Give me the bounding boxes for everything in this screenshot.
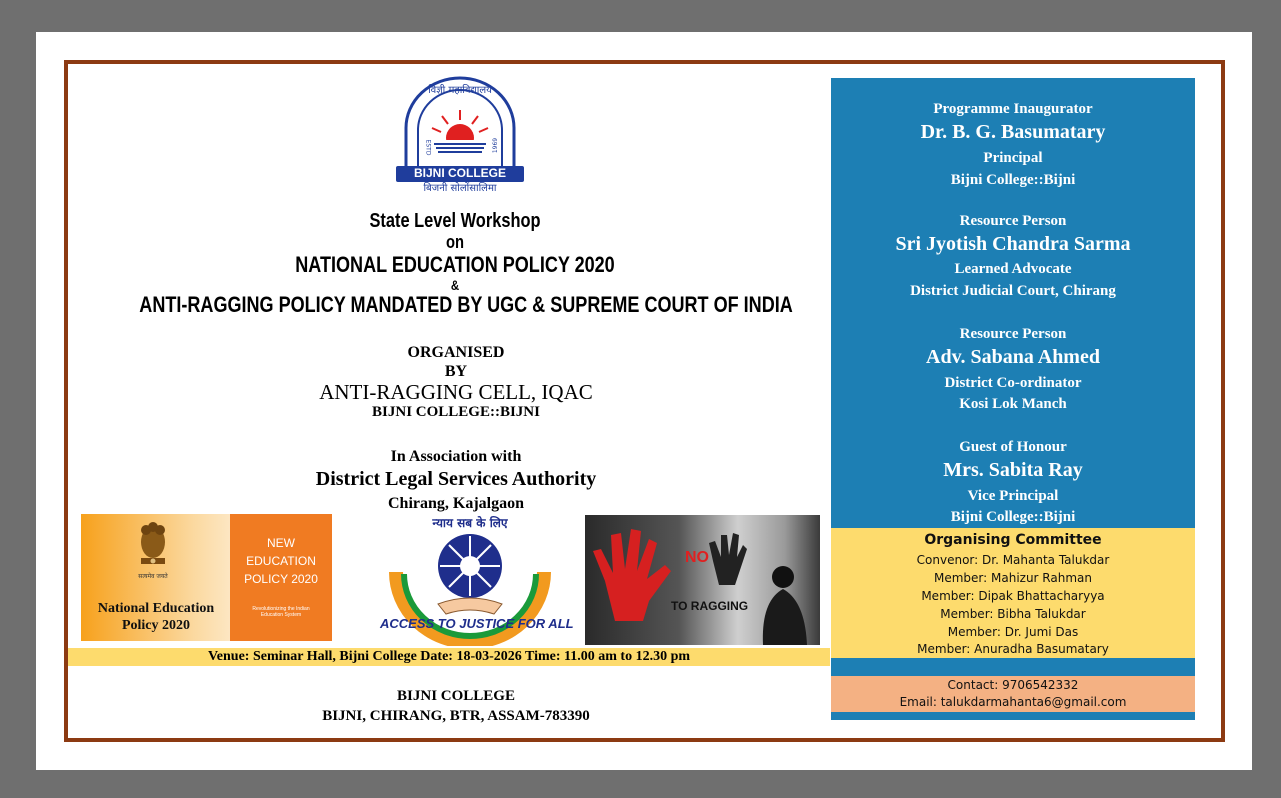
logo-college-name-local: बिजनी सोलोंसालिमा: [423, 183, 497, 194]
committee-member: Convenor: Dr. Mahanta Talukdar: [916, 553, 1110, 567]
justice-top-text: न्याय सब के लिए: [432, 516, 508, 530]
heading-line-1: State Level Workshop: [369, 210, 541, 232]
heading-line-4: &: [450, 277, 460, 293]
logo-estd-label: ESTD: [424, 139, 432, 156]
logo-college-name: BIJNI COLLEGE: [413, 166, 506, 180]
venue-text: Venue: Seminar Hall, Bijni College Date: 18-03-2026 Time: 11.00 am to 12.30 pm: [207, 649, 691, 664]
speaker-4-role: Guest of Honour: [959, 439, 1067, 455]
heading-line-5: ANTI-RAGGING POLICY MANDATED BY UGC & SUPREME COURT OF INDIA: [139, 292, 793, 317]
national-emblem-icon: [133, 518, 173, 570]
red-hand-icon: [585, 521, 675, 631]
committee-member: Member: Dr. Jumi Das: [947, 625, 1079, 639]
speaker-3-line2: Kosi Lok Manch: [959, 396, 1067, 412]
heading-block: [70, 210, 840, 318]
nep-right-panel: [230, 514, 332, 641]
speaker-2-role: Resource Person: [959, 213, 1067, 229]
speaker-3-name: Adv. Sabana Ahmed: [926, 346, 1100, 368]
speaker-2-name: Sri Jyotish Chandra Sarma: [895, 233, 1131, 255]
speaker-4-line2: Bijni College::Bijni: [950, 509, 1076, 525]
sitting-person-icon: [753, 561, 813, 645]
association-authority: District Legal Services Authority: [315, 468, 597, 490]
justice-bottom-text: ACCESS TO JUSTICE FOR ALL: [380, 616, 574, 631]
contact-phone: Contact: 9706542332: [947, 678, 1079, 692]
nep-right-subtitle: Revolutionizing the Indian Education System: [252, 606, 310, 618]
justice-logo: [370, 512, 574, 646]
nep-motto: सत्यमेव जयते: [138, 573, 168, 580]
organiser-college: BIJNI COLLEGE::BIJNI: [372, 404, 540, 420]
speaker-1-name: Dr. B. G. Basumatary: [920, 121, 1106, 143]
committee-member: Member: Anuradha Basumatary: [917, 642, 1109, 656]
footer-college: BIJNI COLLEGE: [397, 688, 515, 704]
organised-label: ORGANISED: [407, 344, 505, 361]
divider-strip: [831, 658, 1195, 676]
committee-member: Member: Dipak Bhattacharyya: [921, 589, 1105, 603]
nep-image: [81, 514, 332, 641]
heading-line-2: on: [445, 232, 465, 252]
ragging-text: TO RAGGING: [671, 599, 749, 613]
nep-right-title: NEW EDUCATION POLICY 2020: [244, 536, 318, 586]
nep-left-caption: National Education Policy 2020: [97, 601, 215, 633]
speaker-4-line1: Vice Principal: [967, 488, 1059, 504]
committee-title: Organising Committee: [924, 532, 1102, 548]
footer-address: BIJNI, CHIRANG, BTR, ASSAM-783390: [322, 708, 590, 724]
no-ragging-image: [585, 515, 820, 645]
logo-year: 1969: [492, 137, 500, 154]
speaker-1-line1: Principal: [983, 150, 1043, 166]
dark-hand-icon: [707, 529, 747, 589]
committee-member: Member: Bibha Talukdar: [940, 607, 1086, 621]
speaker-4-name: Mrs. Sabita Ray: [943, 459, 1083, 481]
speaker-1-role: Programme Inaugurator: [933, 101, 1093, 117]
contact-email: Email: talukdarmahanta6@gmail.com: [899, 695, 1127, 709]
college-logo: [392, 76, 528, 194]
association-place: Chirang, Kajalgaon: [387, 495, 524, 512]
by-label: BY: [444, 363, 468, 380]
heading-line-3: NATIONAL EDUCATION POLICY 2020: [295, 252, 615, 277]
association-label: In Association with: [390, 448, 522, 465]
bottom-strip: [831, 712, 1195, 720]
committee-member: Member: Mahizur Rahman: [934, 571, 1092, 585]
speaker-2-line2: District Judicial Court, Chirang: [910, 283, 1116, 299]
organiser-cell: ANTI-RAGGING CELL, IQAC: [319, 380, 593, 404]
ragging-no-text: NO: [685, 549, 709, 566]
speaker-1-line2: Bijni College::Bijni: [950, 172, 1076, 188]
speaker-3-line1: District Co-ordinator: [944, 375, 1082, 391]
speaker-2-line1: Learned Advocate: [954, 261, 1072, 277]
logo-arc-text: विज्ञी महाविद्यालय: [428, 85, 492, 96]
speaker-3-role: Resource Person: [959, 326, 1067, 342]
